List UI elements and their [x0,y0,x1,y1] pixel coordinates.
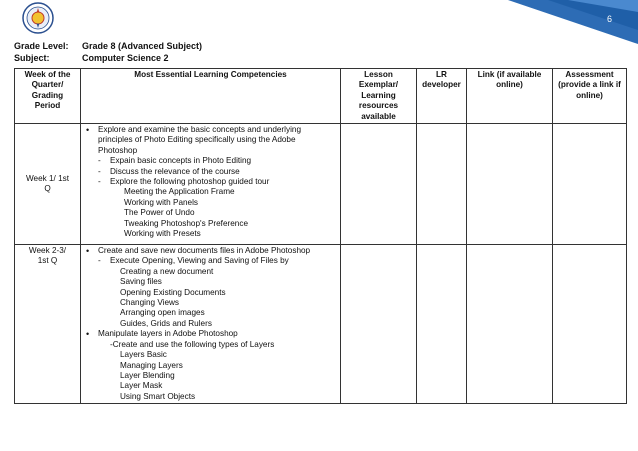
exemplar-cell [341,245,417,404]
header-competencies: Most Essential Learning Competencies [81,69,341,124]
link-cell [467,245,553,404]
list-item: Tweaking Photoshop's Preference [124,218,248,228]
assessment-cell [553,245,627,404]
deped-seal-icon [22,2,54,34]
list-item: Managing Layers [120,360,183,370]
grade-level-label: Grade Level: [14,41,69,51]
grade-level-value: Grade 8 (Advanced Subject) [82,41,203,51]
list-item: • Create and save new documents files in Adobe Photoshop [84,246,337,256]
list-item: Photoshop [98,145,138,155]
corner-decoration [508,0,638,44]
list-item: Arranging open images [120,308,205,318]
document-meta [14,40,202,64]
header-exemplar: Lesson Exemplar/ Learning resources available [341,69,417,124]
list-item: - Expain basic concepts in Photo Editing [98,156,252,166]
list-item: Working with Panels [124,197,199,207]
list-item: -Create and use the following types of Layers [110,339,275,349]
header-lr-developer: LR developer [417,69,467,124]
competency-cell [81,245,341,404]
header-assessment: Assessment (provide a link if online) [553,69,627,124]
subject-value: Computer Science 2 [82,53,169,63]
page-number: 6 [606,14,612,24]
list-item: - Discuss the relevance of the course [98,166,240,176]
list-item: Guides, Grids and Rulers [120,318,212,328]
list-item: • Explore and examine the basic concepts and underlying [84,125,337,135]
list-item: Using Smart Objects [120,391,196,401]
subject-label: Subject: [14,53,50,63]
list-item: Opening Existing Documents [120,287,226,297]
list-item: - Explore the following photoshop guided tour [98,177,270,187]
list-item: Layer Blending [120,370,175,380]
table-row [15,124,627,245]
list-item: Creating a new document [120,266,214,276]
list-item: • Manipulate layers in Adobe Photoshop [84,329,337,339]
competency-cell [81,124,341,245]
exemplar-cell [341,124,417,245]
list-item: The Power of Undo [124,208,195,218]
list-item: Layer Mask [120,381,163,391]
list-item: Changing Views [120,298,180,308]
competency-table [14,68,627,404]
lr-cell [417,245,467,404]
list-item: Saving files [120,277,162,287]
week-cell: Week 2-3/ 1st Q [15,245,81,404]
header-week: Week of the Quarter/ Grading Period [15,69,81,124]
list-item: Working with Presets [124,229,201,239]
list-item: Layers Basic [120,350,167,360]
link-cell [467,124,553,245]
week-cell: Week 1/ 1st Q [15,124,81,245]
list-item: Meeting the Application Frame [124,187,235,197]
lr-cell [417,124,467,245]
list-item: principles of Photo Editing specifically using the Adobe [98,135,296,145]
assessment-cell [553,124,627,245]
list-item: - Execute Opening, Viewing and Saving of Files by [98,256,289,266]
table-row [15,245,627,404]
header-link: Link (if available online) [467,69,553,124]
table-header-row [15,69,627,124]
